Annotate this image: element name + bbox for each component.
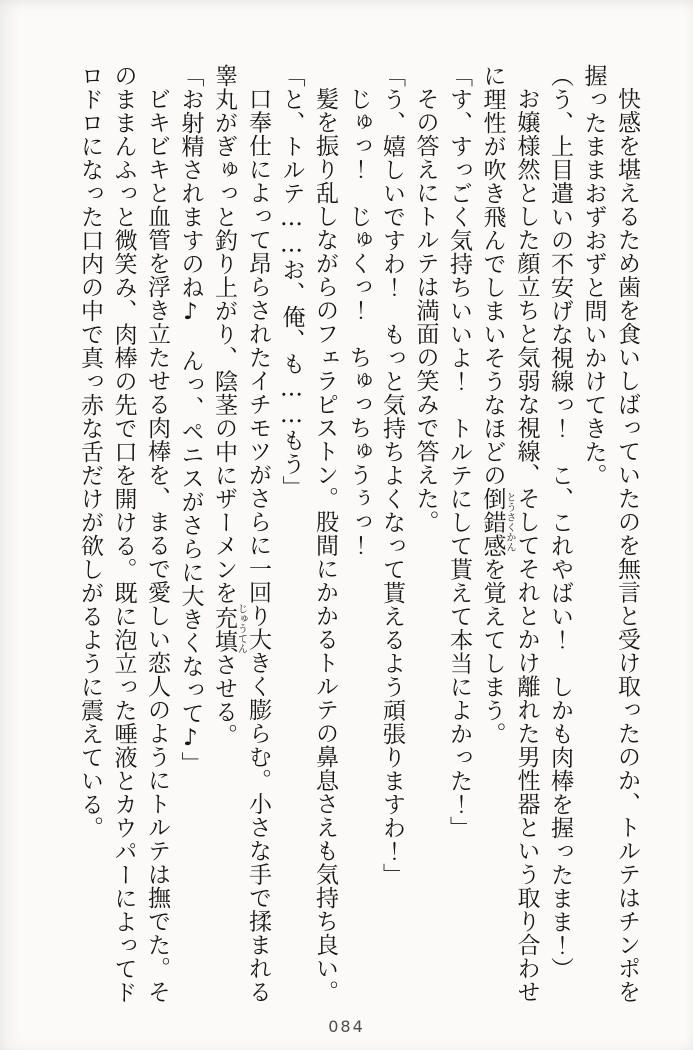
ruby-annotated-word: 倒錯感とうさくかん <box>479 487 515 558</box>
page-number: 084 <box>328 1017 365 1036</box>
paragraph: ビキビキと血管を浮き立たせる肉棒を、まるで愛しい恋人のようにトルテは撫でた。そのままんふっと微笑み、肉棒の先で口を開ける。既に泡立った唾液とカウパーによってドロドロになった口内の中で真っ赤な舌だけが欲しがるように震えている。 <box>77 64 170 1004</box>
paragraph: 「と、トルテ……お、俺、も……もう」 <box>278 64 305 499</box>
page-text <box>43 64 643 1012</box>
ruby-annotated-word: 充填じゅうてん <box>211 603 247 654</box>
paragraph: 「う、嬉しいですわ！ もっと気持ちよくなって貰えるよう頑張りますわ！」 <box>379 64 405 887</box>
paragraph: 口奉仕によって昂らされたイチモツがさらに一回り大きく膨らむ。小さな手で揉まれる睾丸がぎゅっと釣り上がり、陰茎の中にザーメンを充填じゅうてんさせる。 <box>211 64 271 1004</box>
paragraph: 「お射精されますのね♪ んっ、ペニスがさらに大きくなって♪」 <box>177 64 204 775</box>
paragraph: （う、上目遣いの不安げな視線っ！ こ、これやばい！ しかも肉棒を握ったまま！） <box>547 64 573 981</box>
paragraph: 髪を振り乱しながらのフェラピストン。股間にかかるトルテの鼻息さえも気持ち良い。 <box>312 87 338 1004</box>
paragraph: お嬢様然とした顔立ちと気弱な視線、そしてそれとかけ離れた男性器という取り合わせに理性が吹き飛んでしまいそうなほどの倒錯感とうさくかんを覚えてしまう。 <box>479 64 540 1004</box>
paragraph: 「す、すっごく気持ちいいよ！ トルテにして貰えて本当によかった！」 <box>446 64 472 840</box>
paragraph: その答えにトルテは満面の笑みで答えた。 <box>412 87 439 534</box>
paragraph: じゅっ！ じゅくっ！ ちゅっちゅうぅっ！ <box>345 87 372 557</box>
paragraph: 快感を堪えるため歯を食いしばっていたのを無言と受け取ったのか、トルテはチンポを握ったままおずおずと問いかけてきた。 <box>580 64 640 1004</box>
